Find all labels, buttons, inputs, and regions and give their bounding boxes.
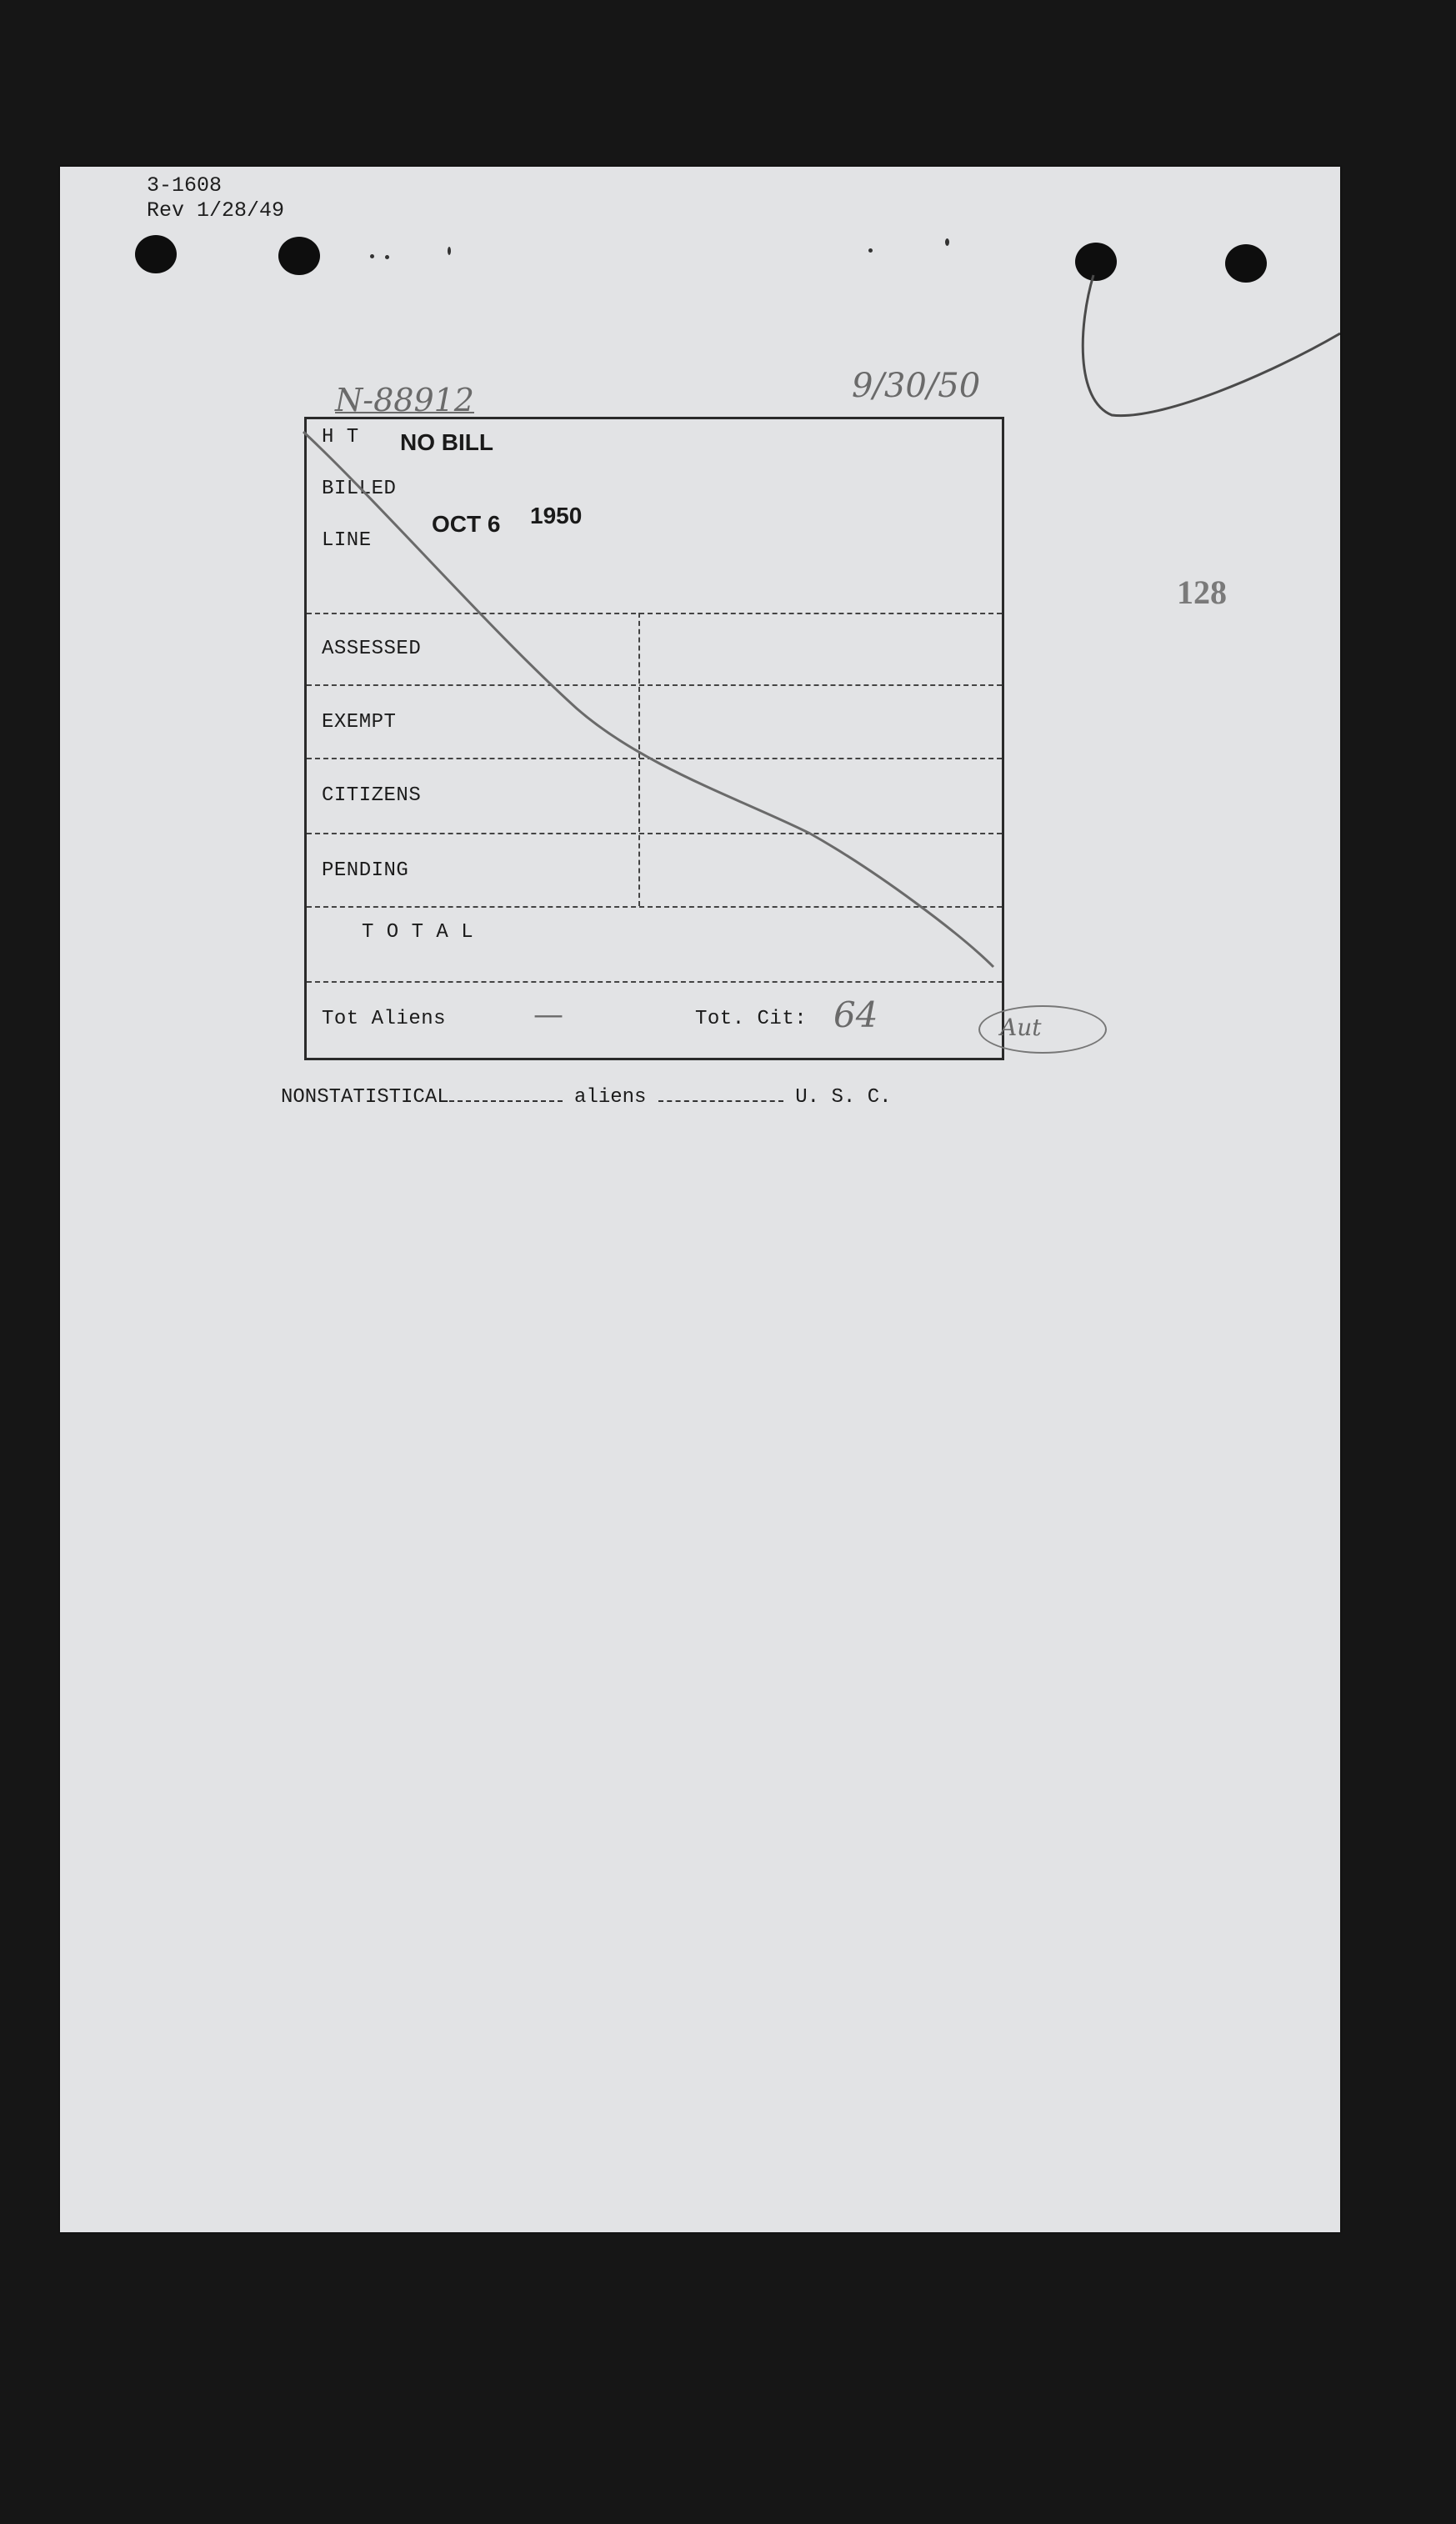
total-label: T O T A L <box>362 921 474 944</box>
tot-cit-label: Tot. Cit: <box>695 1008 808 1030</box>
aliens-label: aliens <box>574 1086 647 1109</box>
diagonal-cancel-line <box>303 432 993 967</box>
assessed-label: ASSESSED <box>322 638 422 660</box>
date-stamp-year: 1950 <box>530 503 583 528</box>
file-number: N-88912 <box>335 382 474 418</box>
ht-label: H T <box>322 426 359 448</box>
handwritten-date: 9/30/50 <box>852 367 981 405</box>
no-bill-stamp: NO BILL <box>400 429 493 455</box>
initials: Aut <box>1000 1014 1042 1041</box>
billed-label: BILLED <box>322 478 397 500</box>
tot-cit-value: 64 <box>833 994 878 1035</box>
pending-label: PENDING <box>322 859 409 882</box>
form-revision: Rev 1/28/49 <box>147 198 285 223</box>
citizens-label: CITIZENS <box>322 784 422 807</box>
tot-aliens-value: — <box>533 998 563 1032</box>
date-stamp-day: OCT 6 <box>432 511 501 537</box>
exempt-label: EXEMPT <box>322 711 397 734</box>
form-code: 3-1608 <box>147 173 223 198</box>
usc-label: U. S. C. <box>795 1086 892 1109</box>
document-page <box>60 167 1340 2232</box>
nonstatistical-label: NONSTATISTICAL <box>281 1086 449 1109</box>
page-number: 128 <box>1177 573 1227 611</box>
corner-pencil-curve <box>1083 275 1340 416</box>
line-label: LINE <box>322 529 372 552</box>
pencil-marks <box>60 167 1340 2232</box>
tot-aliens-label: Tot Aliens <box>322 1008 447 1030</box>
